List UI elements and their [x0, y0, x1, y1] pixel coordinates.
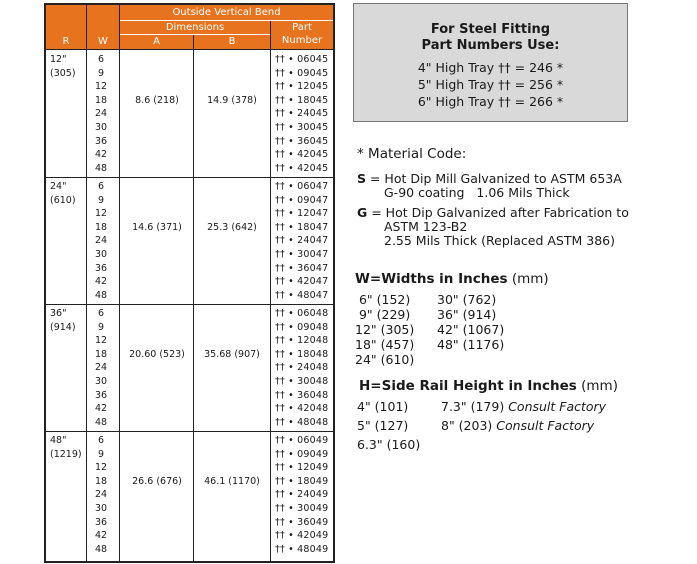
material-s-code: S	[357, 171, 367, 186]
fitting-row-4in: 4" High Tray †† = 246 *	[417, 60, 564, 75]
bend-dimension-table	[44, 3, 335, 563]
height-7-3in-value: 7.3" (179)	[441, 399, 505, 414]
header-w-label: W	[98, 36, 108, 47]
material-s-line2: G-90 coating 1.06 Mils Thick	[384, 185, 570, 200]
material-g-code: G	[357, 205, 368, 220]
material-g-line3: 2.55 Mils Thick (Replaced ASTM 386)	[384, 233, 615, 248]
section-2-dim-a: 14.6 (371)	[132, 222, 182, 233]
fitting-title-line2: Part Numbers Use:	[421, 38, 560, 53]
section-3-part-numbers: †† • 06048 †† • 09048 †† • 12048 †† • 18048 †† • 24048 †† • 30048 †† • 36048 †† • 42048 †† • 48048	[275, 308, 329, 428]
fitting-title-line1: For Steel Fitting	[430, 22, 551, 37]
section-4-part-numbers: †† • 06049 †† • 09049 †† • 12049 †† • 18049 †† • 24049 †† • 30049 †† • 36049 †† • 42049 †† • 48049	[275, 435, 329, 555]
header-dimensions-text: Dimensions	[165, 22, 225, 33]
heights-heading-unit: (mm)	[576, 378, 618, 394]
header-dimensions	[120, 21, 270, 34]
height-7-3in-note: Consult Factory	[504, 399, 607, 414]
header-a-label: A	[153, 36, 160, 47]
section-2-dim-b: 25.3 (642)	[207, 222, 257, 233]
height-8in	[441, 418, 594, 433]
fitting-row-6in: 6" High Tray †† = 266 *	[417, 94, 564, 109]
height-8in-value: 8" (203)	[441, 418, 493, 433]
header-part-line2: Number	[281, 35, 323, 46]
section-1-part-numbers: †† • 06045 †† • 09045 †† • 12045 †† • 18045 †† • 24045 †† • 30045 †† • 36045 †† • 42045 †† • 42045	[275, 54, 329, 174]
header-r	[46, 5, 86, 49]
widths-col2: 30" (762) 36" (914) 42" (1067) 48" (1176)	[437, 292, 505, 352]
widths-col1: 6" (152) 9" (229) 12" (305) 18" (457) 24" (610)	[355, 292, 415, 367]
section-3-dim-b: 35.68 (907)	[204, 349, 260, 360]
section-2-radius: 24" (610)	[50, 181, 76, 206]
section-4-dim-a: 26.6 (676)	[132, 476, 182, 487]
height-4in: 4" (101)	[357, 399, 409, 414]
section-3-radius: 36" (914)	[50, 308, 76, 333]
section-1-dim-b: 14.9 (378)	[207, 95, 257, 106]
heights-heading-bold: H=Side Rail Height in Inches	[359, 378, 577, 394]
section-4-radius: 48" (1219)	[50, 435, 82, 460]
header-a	[120, 35, 193, 49]
header-group-title-text: Outside Vertical Bend	[172, 7, 281, 18]
header-part-line1: Part	[292, 22, 312, 33]
widths-heading-unit: (mm)	[507, 271, 549, 287]
steel-fitting-box	[353, 3, 628, 122]
section-4-dim-b: 46.1 (1170)	[204, 476, 260, 487]
section-2-widths: 6 9 12 18 24 30 36 42 48	[95, 181, 108, 301]
fitting-row-5in: 5" High Tray †† = 256 *	[417, 77, 564, 92]
height-7-3in	[441, 399, 606, 414]
widths-heading	[355, 271, 549, 287]
material-code-heading: * Material Code:	[357, 146, 467, 162]
height-5in: 5" (127)	[357, 418, 409, 433]
material-s-line1	[357, 171, 622, 186]
height-6-3in: 6.3" (160)	[357, 437, 421, 452]
section-3-dim-a: 20.60 (523)	[129, 349, 185, 360]
material-s-desc: = Hot Dip Mill Galvanized to ASTM 653A	[366, 171, 622, 186]
height-8in-note: Consult Factory	[492, 418, 595, 433]
header-part	[271, 21, 333, 49]
widths-heading-bold: W=Widths in Inches	[355, 271, 508, 287]
material-g-line1	[357, 205, 629, 220]
section-1-radius: 12" (305)	[50, 54, 76, 79]
header-w	[87, 5, 119, 49]
heights-heading	[359, 378, 618, 394]
material-g-line2: ASTM 123-B2	[384, 219, 468, 234]
section-2-part-numbers: †† • 06047 †† • 09047 †† • 12047 †† • 18047 †† • 24047 †† • 30047 †† • 36047 †† • 42047 †† • 48047	[275, 181, 329, 301]
header-r-label: R	[62, 36, 70, 47]
header-b-label: B	[228, 36, 236, 47]
section-3-widths: 6 9 12 18 24 30 36 42 48	[95, 308, 108, 428]
section-1-widths: 6 9 12 18 24 30 36 42 48	[95, 54, 108, 174]
material-g-desc: = Hot Dip Galvanized after Fabrication to	[367, 205, 629, 220]
header-b	[194, 35, 270, 49]
header-group-title	[120, 5, 333, 20]
section-1-dim-a: 8.6 (218)	[135, 95, 179, 106]
section-4-widths: 6 9 12 18 24 30 36 42 48	[95, 435, 108, 555]
